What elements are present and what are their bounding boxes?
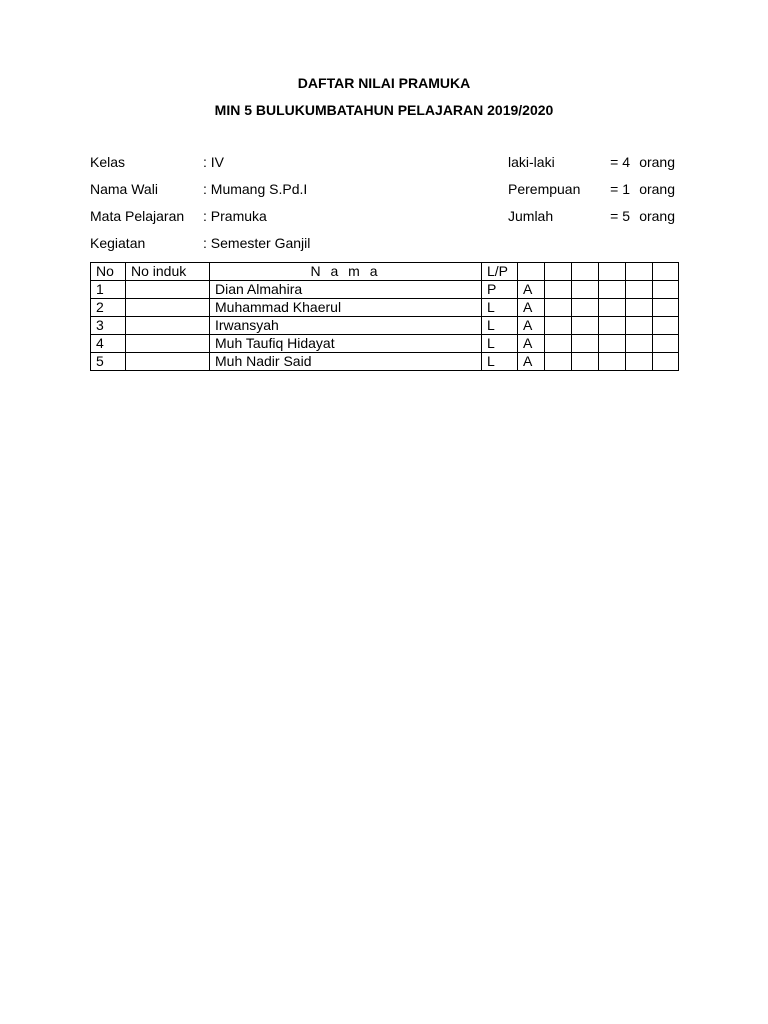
stat-unit: orang — [639, 181, 675, 197]
student-counts — [508, 153, 675, 234]
cell-no: 1 — [91, 281, 126, 299]
cell-no: 3 — [91, 317, 126, 335]
stat-row-perempuan — [508, 180, 675, 207]
table-row — [91, 299, 679, 317]
stat-row-jumlah — [508, 207, 675, 234]
empty-cell — [572, 353, 599, 371]
empty-cell — [599, 299, 626, 317]
cell-nama: Muh Nadir Said — [210, 353, 482, 371]
header-no: No — [91, 263, 126, 281]
empty-cell — [626, 263, 653, 281]
cell-lp: L — [482, 335, 518, 353]
empty-cell — [653, 353, 679, 371]
header-no-induk: No induk — [126, 263, 210, 281]
empty-cell — [653, 317, 679, 335]
empty-cell — [653, 335, 679, 353]
cell-status: A — [518, 353, 545, 371]
empty-cell — [572, 317, 599, 335]
grades-table — [90, 262, 679, 371]
empty-cell — [626, 299, 653, 317]
info-label: Kelas — [90, 154, 126, 170]
stat-label: laki-laki — [508, 154, 555, 170]
empty-cell — [653, 281, 679, 299]
empty-cell — [518, 263, 545, 281]
empty-cell — [653, 263, 679, 281]
info-row-kelas — [90, 153, 310, 180]
empty-cell — [626, 317, 653, 335]
info-row-nama-wali — [90, 180, 310, 207]
document-subtitle: MIN 5 BULUKUMBATAHUN PELAJARAN 2019/2020 — [214, 102, 554, 118]
stat-label: Jumlah — [508, 208, 554, 224]
info-row-kegiatan — [90, 234, 310, 261]
cell-status: A — [518, 281, 545, 299]
stat-row-laki-laki — [508, 153, 675, 180]
empty-cell — [545, 335, 572, 353]
empty-cell — [626, 281, 653, 299]
cell-status: A — [518, 335, 545, 353]
cell-no-induk — [126, 335, 210, 353]
header-lp: L/P — [482, 263, 518, 281]
table-row — [91, 353, 679, 371]
cell-lp: L — [482, 317, 518, 335]
empty-cell — [599, 281, 626, 299]
cell-lp: P — [482, 281, 518, 299]
info-value: : Semester Ganjil — [203, 235, 311, 251]
empty-cell — [599, 263, 626, 281]
cell-nama: Muhammad Khaerul — [210, 299, 482, 317]
stat-label: Perempuan — [508, 181, 581, 197]
stat-unit: orang — [639, 154, 675, 170]
stat-value: = 4 — [610, 154, 630, 170]
empty-cell — [572, 299, 599, 317]
stat-value: = 5 — [610, 208, 630, 224]
cell-no-induk — [126, 299, 210, 317]
cell-lp: L — [482, 299, 518, 317]
empty-cell — [572, 281, 599, 299]
table-row — [91, 281, 679, 299]
info-label: Mata Pelajaran — [90, 208, 185, 224]
empty-cell — [599, 353, 626, 371]
info-label: Nama Wali — [90, 181, 158, 197]
table-header-row — [91, 263, 679, 281]
cell-no: 4 — [91, 335, 126, 353]
cell-status: A — [518, 317, 545, 335]
empty-cell — [653, 299, 679, 317]
empty-cell — [545, 317, 572, 335]
cell-no: 5 — [91, 353, 126, 371]
cell-status: A — [518, 299, 545, 317]
cell-no-induk — [126, 317, 210, 335]
cell-nama: Irwansyah — [210, 317, 482, 335]
cell-lp: L — [482, 353, 518, 371]
empty-cell — [572, 263, 599, 281]
empty-cell — [626, 353, 653, 371]
stat-unit: orang — [639, 208, 675, 224]
table-row — [91, 335, 679, 353]
cell-no-induk — [126, 353, 210, 371]
info-value: : Mumang S.Pd.I — [203, 181, 308, 197]
empty-cell — [545, 353, 572, 371]
empty-cell — [545, 281, 572, 299]
info-label: Kegiatan — [90, 235, 146, 251]
empty-cell — [599, 335, 626, 353]
table-row — [91, 317, 679, 335]
document-title: DAFTAR NILAI PRAMUKA — [297, 75, 471, 91]
empty-cell — [572, 335, 599, 353]
empty-cell — [545, 299, 572, 317]
cell-nama: Muh Taufiq Hidayat — [210, 335, 482, 353]
empty-cell — [626, 335, 653, 353]
info-row-mata-pelajaran — [90, 207, 310, 234]
empty-cell — [545, 263, 572, 281]
header-nama: N a m a — [210, 263, 482, 281]
class-info — [90, 153, 310, 261]
cell-no-induk — [126, 281, 210, 299]
info-value: : IV — [203, 154, 225, 170]
empty-cell — [599, 317, 626, 335]
info-value: : Pramuka — [203, 208, 267, 224]
cell-no: 2 — [91, 299, 126, 317]
cell-nama: Dian Almahira — [210, 281, 482, 299]
stat-value: = 1 — [610, 181, 630, 197]
